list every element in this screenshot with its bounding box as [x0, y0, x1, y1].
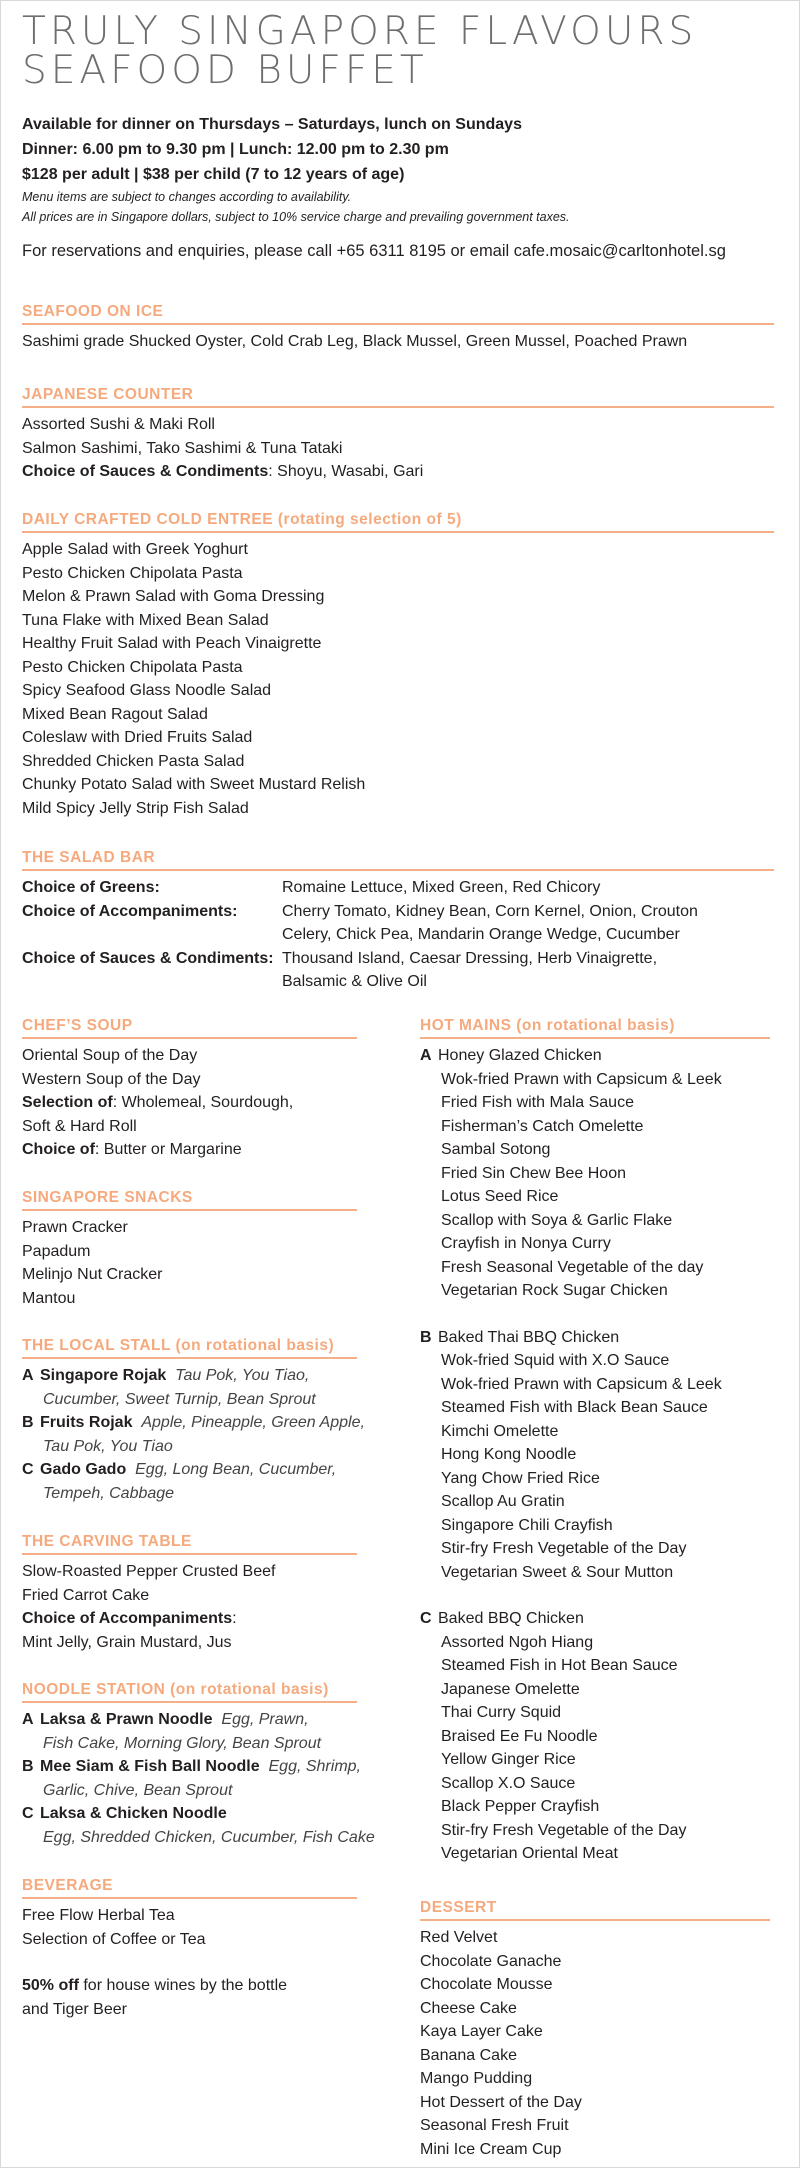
salad-value-line: Thousand Island, Caesar Dressing, Herb Vinaigrette, [282, 949, 658, 967]
menu-item: Tuna Flake with Mixed Bean Salad [22, 611, 269, 629]
menu-item: Fried Fish with Mala Sauce [441, 1094, 634, 1111]
option-name: Mee Siam & Fish Ball Noodle [40, 1758, 260, 1775]
menu-item: Fresh Seasonal Vegetable of the day [441, 1258, 704, 1276]
menu-item: Wok-fried Squid with X.O Sauce [441, 1352, 670, 1369]
option-desc-cont: Garlic, Chive, Bean Sprout [43, 1781, 233, 1799]
menu-item: Crayfish in Nonya Curry [441, 1235, 611, 1252]
option-name: Singapore Rojak [40, 1367, 167, 1384]
menu-item-text: Honey Glazed Chicken [438, 1047, 602, 1064]
menu-item: Yang Chow Fried Rice [441, 1469, 600, 1487]
section-hot-mains [420, 1016, 770, 1866]
accompaniments-colon: : [232, 1610, 237, 1627]
section-heading [420, 1016, 770, 1039]
menu-item: Vegetarian Sweet & Sour Mutton [441, 1563, 674, 1581]
section-carving-table [22, 1532, 357, 1654]
sauces-label: Choice of Sauces & Condiments [22, 463, 269, 480]
section-heading: THE SALAD BAR [22, 848, 774, 871]
menu-item: Assorted Sushi & Maki Roll [22, 416, 215, 433]
menu-item: Scallop Au Gratin [441, 1493, 565, 1510]
menu-item: Stir-fry Fresh Vegetable of the Day [441, 1540, 687, 1557]
accompaniments-label: Choice of Accompaniments [22, 1610, 233, 1627]
heading-main: HOT MAINS [420, 1017, 512, 1034]
menu-item: Mantou [22, 1289, 76, 1307]
salad-row-value [282, 876, 774, 900]
choice-value: : Butter or Margarine [94, 1141, 242, 1158]
section-seafood-on-ice [22, 302, 774, 354]
section-heading: CHEF’S SOUP [22, 1016, 357, 1039]
salad-row-label: Choice of Accompaniments: [22, 902, 238, 920]
menu-item: Slow-Roasted Pepper Crusted Beef [22, 1563, 276, 1580]
section-heading: DESSERT [420, 1898, 770, 1921]
spacer [22, 1951, 357, 1974]
heading-sub: (rotating selection of 5) [273, 511, 462, 528]
title-line-1: TRULY SINGAPORE FLAVOURS [22, 9, 698, 54]
menu-item: Chocolate Mousse [420, 1976, 553, 1993]
menu-item: Shredded Chicken Pasta Salad [22, 752, 245, 770]
stall-option-c [22, 1458, 357, 1482]
section-heading: JAPANESE COUNTER [22, 385, 774, 408]
menu-item: Pesto Chicken Chipolata Pasta [22, 564, 243, 582]
menu-item: Papadum [22, 1242, 91, 1260]
stall-option-a [22, 1364, 357, 1388]
section-heading: SEAFOOD ON ICE [22, 302, 774, 325]
sauces-value: : Shoyu, Wasabi, Gari [268, 463, 424, 480]
option-name: Laksa & Prawn Noodle [40, 1711, 213, 1728]
section-salad-bar [22, 848, 774, 994]
option-letter: A [22, 1711, 34, 1728]
menu-item: Banana Cake [420, 2046, 517, 2064]
menu-item-text: Baked BBQ Chicken [438, 1610, 584, 1627]
section-heading: THE CARVING TABLE [22, 1532, 357, 1555]
menu-item: Scallop with Soya & Garlic Flake [441, 1211, 673, 1229]
menu-item: Seasonal Fresh Fruit [420, 2117, 569, 2134]
menu-item: Assorted Ngoh Hiang [441, 1633, 594, 1651]
hot-mains-group-b [420, 1326, 770, 1585]
menu-item: Vegetarian Oriental Meat [441, 1845, 618, 1862]
option-letter: C [22, 1805, 34, 1822]
group-letter: B [420, 1328, 432, 1346]
menu-item: Free Flow Herbal Tea [22, 1907, 175, 1924]
menu-item: Sashimi grade Shucked Oyster, Cold Crab Leg, Black Mussel, Green Mussel, Poached Prawn [22, 333, 688, 350]
salad-row-value [282, 900, 774, 947]
menu-item-text: Baked Thai BBQ Chicken [438, 1328, 620, 1346]
menu-item: Chocolate Ganache [420, 1952, 562, 1970]
heading-sub: (on rotational basis) [170, 1337, 335, 1354]
hot-mains-group-c [420, 1607, 770, 1866]
salad-value-line: Balsamic & Olive Oil [282, 973, 427, 990]
menu-item-sauces [22, 460, 774, 484]
offer-text: for house wines by the bottle [78, 1977, 288, 1994]
option-desc: Egg, Prawn, [221, 1711, 309, 1728]
section-beverage [22, 1876, 357, 2021]
option-desc-cont: Cucumber, Sweet Turnip, Bean Sprout [43, 1390, 316, 1408]
menu-item [420, 1326, 770, 1350]
section-local-stall [22, 1336, 365, 1505]
section-noodle-station [22, 1680, 375, 1849]
menu-item-accompaniments [22, 1607, 357, 1631]
menu-item: Oriental Soup of the Day [22, 1047, 198, 1064]
menu-item: Steamed Fish in Hot Bean Sauce [441, 1657, 678, 1674]
intro-block [22, 112, 782, 263]
option-desc: Apple, Pineapple, Green Apple, [141, 1414, 365, 1431]
section-heading: SINGAPORE SNACKS [22, 1188, 357, 1211]
menu-item: Pesto Chicken Chipolata Pasta [22, 658, 243, 676]
page-title [22, 9, 698, 93]
section-heading [22, 510, 774, 533]
menu-item: Spicy Seafood Glass Noodle Salad [22, 682, 272, 699]
menu-item: Lotus Seed Rice [441, 1188, 559, 1205]
menu-item: Braised Ee Fu Noodle [441, 1727, 598, 1745]
menu-item: Scallop X.O Sauce [441, 1774, 576, 1792]
group-letter: C [420, 1610, 432, 1627]
salad-value-line: Celery, Chick Pea, Mandarin Orange Wedge, Cucumber [282, 926, 680, 943]
menu-item: Sambal Sotong [441, 1141, 551, 1158]
choice-label: Choice of [22, 1141, 95, 1158]
beverage-offer-cont: and Tiger Beer [22, 2000, 127, 2018]
option-desc-cont: Fish Cake, Morning Glory, Bean Sprout [43, 1734, 322, 1752]
option-desc-cont: Egg, Shredded Chicken, Cucumber, Fish Cake [43, 1828, 375, 1846]
menu-item: Coleslaw with Dried Fruits Salad [22, 729, 253, 746]
menu-item: Steamed Fish with Black Bean Sauce [441, 1399, 708, 1416]
menu-item: Kimchi Omelette [441, 1422, 559, 1440]
salad-value-line: Cherry Tomato, Kidney Bean, Corn Kernel, Onion, Crouton [282, 902, 698, 920]
menu-item: Vegetarian Rock Sugar Chicken [441, 1282, 668, 1299]
note-prices: All prices are in Singapore dollars, subject to 10% service charge and prevailing government taxes. [22, 210, 570, 224]
option-desc-cont: Tempeh, Cabbage [43, 1484, 175, 1502]
option-letter: C [22, 1461, 34, 1478]
menu-item: Wok-fried Prawn with Capsicum & Leek [441, 1070, 722, 1088]
spacer [420, 1303, 770, 1326]
menu-item: Chunky Potato Salad with Sweet Mustard Relish [22, 776, 366, 793]
menu-item: Soft & Hard Roll [22, 1117, 137, 1135]
salad-row-sauces [22, 947, 774, 994]
beverage-offer [22, 1974, 357, 1998]
selection-value: : Wholemeal, Sourdough, [112, 1094, 294, 1111]
salad-row-accompaniments [22, 900, 774, 947]
noodle-option-c [22, 1802, 357, 1826]
salad-value-line: Romaine Lettuce, Mixed Green, Red Chicory [282, 879, 601, 896]
heading-main: NOODLE STATION [22, 1681, 166, 1698]
option-desc: Egg, Long Bean, Cucumber, [135, 1461, 337, 1478]
option-name: Laksa & Chicken Noodle [40, 1805, 227, 1822]
menu-item: Western Soup of the Day [22, 1070, 201, 1088]
offer-highlight: 50% off [22, 1977, 79, 1994]
salad-row-label: Choice of Greens: [22, 879, 160, 896]
section-heading [22, 1680, 357, 1703]
menu-item: Singapore Chili Crayfish [441, 1516, 613, 1534]
section-dessert [420, 1898, 770, 2161]
selection-label: Selection of [22, 1094, 113, 1111]
menu-item: Hot Dessert of the Day [420, 2093, 582, 2111]
menu-item: Wok-fried Prawn with Capsicum & Leek [441, 1375, 722, 1393]
salad-row-greens [22, 876, 774, 900]
section-chefs-soup [22, 1016, 357, 1162]
menu-item-selection [22, 1091, 357, 1115]
menu-item: Stir-fry Fresh Vegetable of the Day [441, 1821, 687, 1839]
menu-item: Mint Jelly, Grain Mustard, Jus [22, 1633, 232, 1651]
option-desc: Egg, Shrimp, [268, 1758, 361, 1775]
menu-item: Mild Spicy Jelly Strip Fish Salad [22, 799, 249, 817]
menu-item: Kaya Layer Cake [420, 2023, 543, 2040]
menu-item: Healthy Fruit Salad with Peach Vinaigrette [22, 635, 322, 652]
section-heading [22, 1336, 357, 1359]
menu-item: Mixed Bean Ragout Salad [22, 705, 208, 723]
menu-item [420, 1044, 770, 1068]
menu-item: Melon & Prawn Salad with Goma Dressing [22, 588, 325, 605]
reservations-text: For reservations and enquiries, please call +65 6311 8195 or email cafe.mosaic@carltonhotel.sg [22, 242, 726, 260]
option-letter: B [22, 1414, 34, 1431]
option-letter: A [22, 1367, 34, 1384]
menu-item: Selection of Coffee or Tea [22, 1930, 206, 1948]
menu-item: Black Pepper Crayfish [441, 1798, 600, 1815]
heading-sub: (on rotational basis) [511, 1017, 675, 1034]
noodle-option-a [22, 1708, 357, 1732]
option-name: Gado Gado [40, 1461, 127, 1478]
menu-item: Mini Ice Cream Cup [420, 2140, 562, 2158]
menu-item: Fried Sin Chew Bee Hoon [441, 1164, 626, 1182]
menu-item: Thai Curry Squid [441, 1704, 562, 1721]
menu-item-choice [22, 1138, 357, 1162]
group-letter: A [420, 1047, 432, 1064]
section-singapore-snacks [22, 1188, 357, 1310]
menu-item: Hong Kong Noodle [441, 1446, 577, 1463]
salad-row-label: Choice of Sauces & Condiments: [22, 949, 274, 967]
menu-item: Fisherman’s Catch Omelette [441, 1117, 644, 1135]
title-line-2: SEAFOOD BUFFET [22, 48, 428, 93]
heading-main: THE LOCAL STALL [22, 1337, 171, 1354]
salad-row-value [282, 947, 774, 994]
note-availability: Menu items are subject to changes according to availability. [22, 190, 352, 204]
menu-item: Melinjo Nut Cracker [22, 1266, 163, 1283]
menu-item: Salmon Sashimi, Tako Sashimi & Tuna Tataki [22, 439, 343, 457]
option-letter: B [22, 1758, 34, 1775]
option-name: Fruits Rojak [40, 1414, 133, 1431]
heading-main: DAILY CRAFTED COLD ENTREE [22, 511, 274, 528]
menu-item: Japanese Omelette [441, 1680, 580, 1698]
price-text: $128 per adult | $38 per child (7 to 12 years of age) [22, 166, 405, 183]
menu-item: Apple Salad with Greek Yoghurt [22, 541, 248, 558]
menu-item: Fried Carrot Cake [22, 1586, 150, 1604]
spacer [420, 1584, 770, 1607]
hours-text: Dinner: 6.00 pm to 9.30 pm | Lunch: 12.00 pm to 2.30 pm [22, 141, 449, 158]
menu-item: Cheese Cake [420, 1999, 517, 2017]
hot-mains-group-a [420, 1044, 770, 1303]
option-desc-cont: Tau Pok, You Tiao [43, 1437, 173, 1455]
availability-text: Available for dinner on Thursdays – Saturdays, lunch on Sundays [22, 116, 522, 133]
heading-sub: (on rotational basis) [165, 1681, 329, 1698]
stall-option-b [22, 1411, 365, 1435]
menu-item [420, 1607, 770, 1631]
menu-item: Mango Pudding [420, 2070, 533, 2087]
section-heading: BEVERAGE [22, 1876, 357, 1899]
option-desc: Tau Pok, You Tiao, [175, 1367, 310, 1384]
noodle-option-b [22, 1755, 361, 1779]
menu-item: Red Velvet [420, 1929, 498, 1946]
section-cold-entree [22, 510, 774, 820]
menu-item: Prawn Cracker [22, 1219, 128, 1236]
section-japanese-counter [22, 385, 774, 484]
menu-item: Yellow Ginger Rice [441, 1751, 576, 1768]
